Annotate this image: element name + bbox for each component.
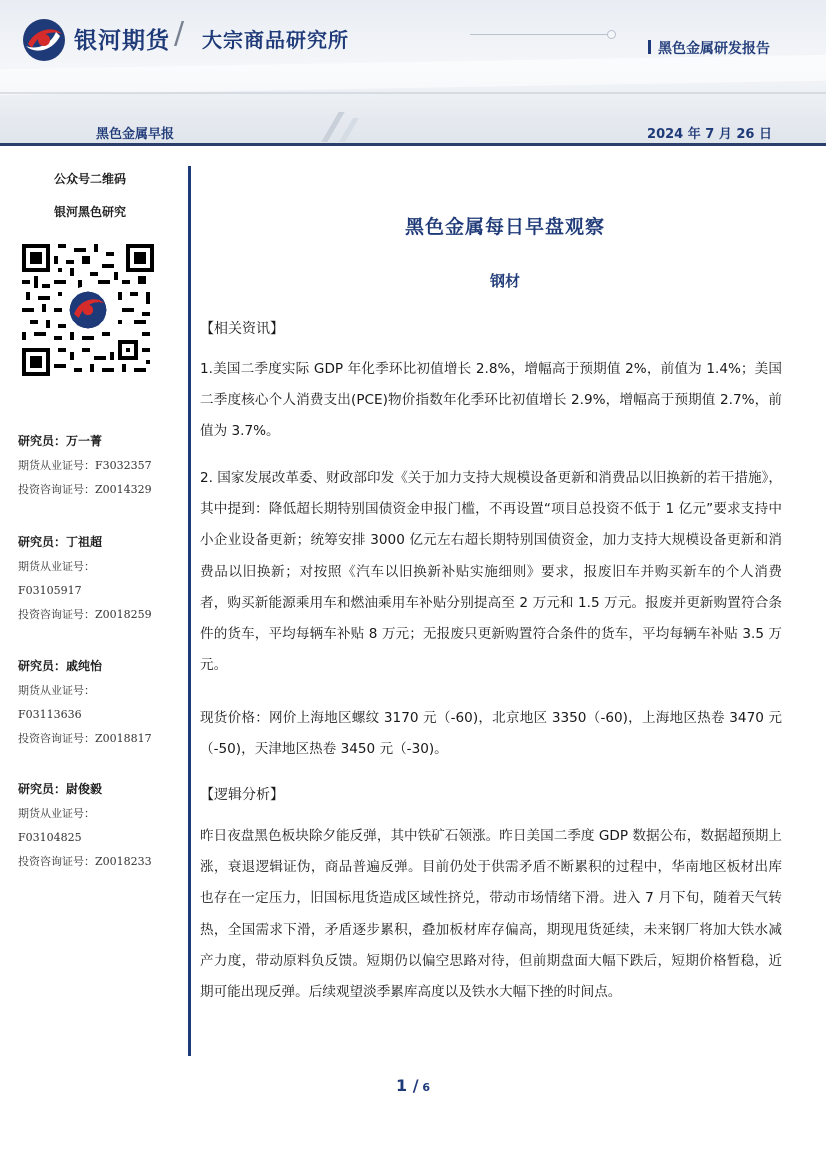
section-subtitle: 钢材 (489, 272, 520, 290)
brand-name: 银河期货 (74, 28, 170, 54)
researcher-card (18, 533, 152, 632)
page-current: 1 / (395, 1076, 419, 1095)
report-type-bar (648, 40, 651, 54)
report-date: 2024 年 7 月 26 日 (647, 127, 772, 142)
institute-name: 大宗商品研究所 (202, 28, 349, 52)
researcher-license: 期货从业证号： (18, 684, 95, 697)
section-heading-news: 【相关资讯】 (200, 321, 284, 337)
researcher-license: 投资咨询证号：Z0018259 (18, 608, 152, 621)
galaxy-futures-logo-icon (22, 18, 66, 62)
brand-separator: / (174, 16, 185, 51)
account-name: 银河黑色研究 (53, 205, 126, 219)
section-heading-analysis: 【逻辑分析】 (200, 787, 284, 803)
researcher-license: 期货从业证号：F3032357 (18, 459, 152, 472)
qr-code-image (22, 244, 154, 376)
header-decoration-dot (607, 30, 616, 39)
researcher-card (18, 780, 152, 879)
researcher-license: F03104825 (18, 831, 82, 844)
sidebar-divider (188, 166, 191, 1056)
researcher-license: 投资咨询证号：Z0018233 (18, 855, 152, 868)
analysis-paragraph: 昨日夜盘黑色板块除夕能反弹，其中铁矿石领涨。昨日美国二季度 GDP 数据公布，数据超预期上涨，衰退逻辑证伪，商品普遍反弹。目前仍处于供需矛盾不断累积的过程中，华南地区板材出库也存在一定压力，旧国标甩货造成区域性挤兑，带动市场情绪下滑。进入 7 月下旬，随着天气转热，全国需求下滑，矛盾逐步累积，叠加板材库存偏高，期现甩货延续，未来钢厂将加大铁水减产力度，带动原料负反馈。短期仍以偏空思路对待，但前期盘面大幅下跌后，短期价格暂稳，近期可能出现反弹。后续观望淡季累库高度以及铁水大幅下挫的时间点。 (200, 828, 782, 1001)
report-type-label: 黑色金属研发报告 (658, 41, 770, 57)
news-paragraph: 2. 国家发展改革委、财政部印发《关于加力支持大规模设备更新和消费品以旧换新的若干措施》，其中提到：降低超长期特别国债资金申报门槛，不再设置“项目总投资不低于 1 亿元”要求支持中小企业设备更新；统筹安排 3000 亿元左右超长期特别国债资金，加力支持大规模设备更新和消费品以旧换新；对按照《汽车以旧换新补贴实施细则》要求，报废旧车并购买新车的个人消费者，购买新能源乘用车和燃油乘用车补贴分别提高至 2 万元和 1.5 万元。报废并更新购置符合条件的货车，平均每辆车补贴 8 万元；无报废只更新购置符合条件的货车，平均每辆车补贴 3.5 万元。 (200, 470, 782, 674)
page-title: 黑色金属每日早盘观察 (404, 216, 605, 238)
spot-price-paragraph: 现货价格：网价上海地区螺纹 3170 元（-60)，北京地区 3350（-60)，上海地区热卷 3470 元（-50)，天津地区热卷 3450 元（-30)。 (200, 710, 782, 758)
researcher-name: 研究员：丁祖超 (18, 535, 103, 549)
report-type (658, 38, 770, 58)
news-paragraph: 1.美国二季度实际 GDP 年化季环比初值增长 2.8%，增幅高于预期值 2%，前值为 1.4%；美国二季度核心个人消费支出(PCE)物价指数年化季环比初值增长 2.9%，增幅高于预期值 2.7%，前值为 3.7%。 (200, 361, 782, 440)
researcher-license: 投资咨询证号：Z0018817 (18, 732, 152, 745)
report-name: 黑色金属早报 (96, 127, 175, 142)
researcher-license: F03105917 (18, 584, 82, 597)
researcher-name: 研究员：万一菁 (18, 434, 103, 448)
header-decoration-stripe (0, 54, 826, 96)
researcher-license: F03113636 (18, 708, 82, 721)
researcher-license: 期货从业证号： (18, 560, 95, 573)
researcher-card (18, 657, 152, 756)
header-decoration-line (470, 34, 610, 35)
page-number (0, 1076, 826, 1095)
researcher-license: 期货从业证号： (18, 807, 95, 820)
page-total: 6 (418, 1081, 431, 1094)
header-decoration-slash (339, 118, 359, 142)
qr-label: 公众号二维码 (53, 172, 126, 186)
header-divider (0, 143, 826, 146)
researcher-card (18, 432, 152, 507)
researcher-name: 研究员：戚纯怡 (18, 659, 103, 673)
header-decoration-line (0, 92, 826, 94)
researcher-name: 研究员：尉俊毅 (18, 782, 103, 796)
researcher-license: 投资咨询证号：Z0014329 (18, 483, 152, 496)
